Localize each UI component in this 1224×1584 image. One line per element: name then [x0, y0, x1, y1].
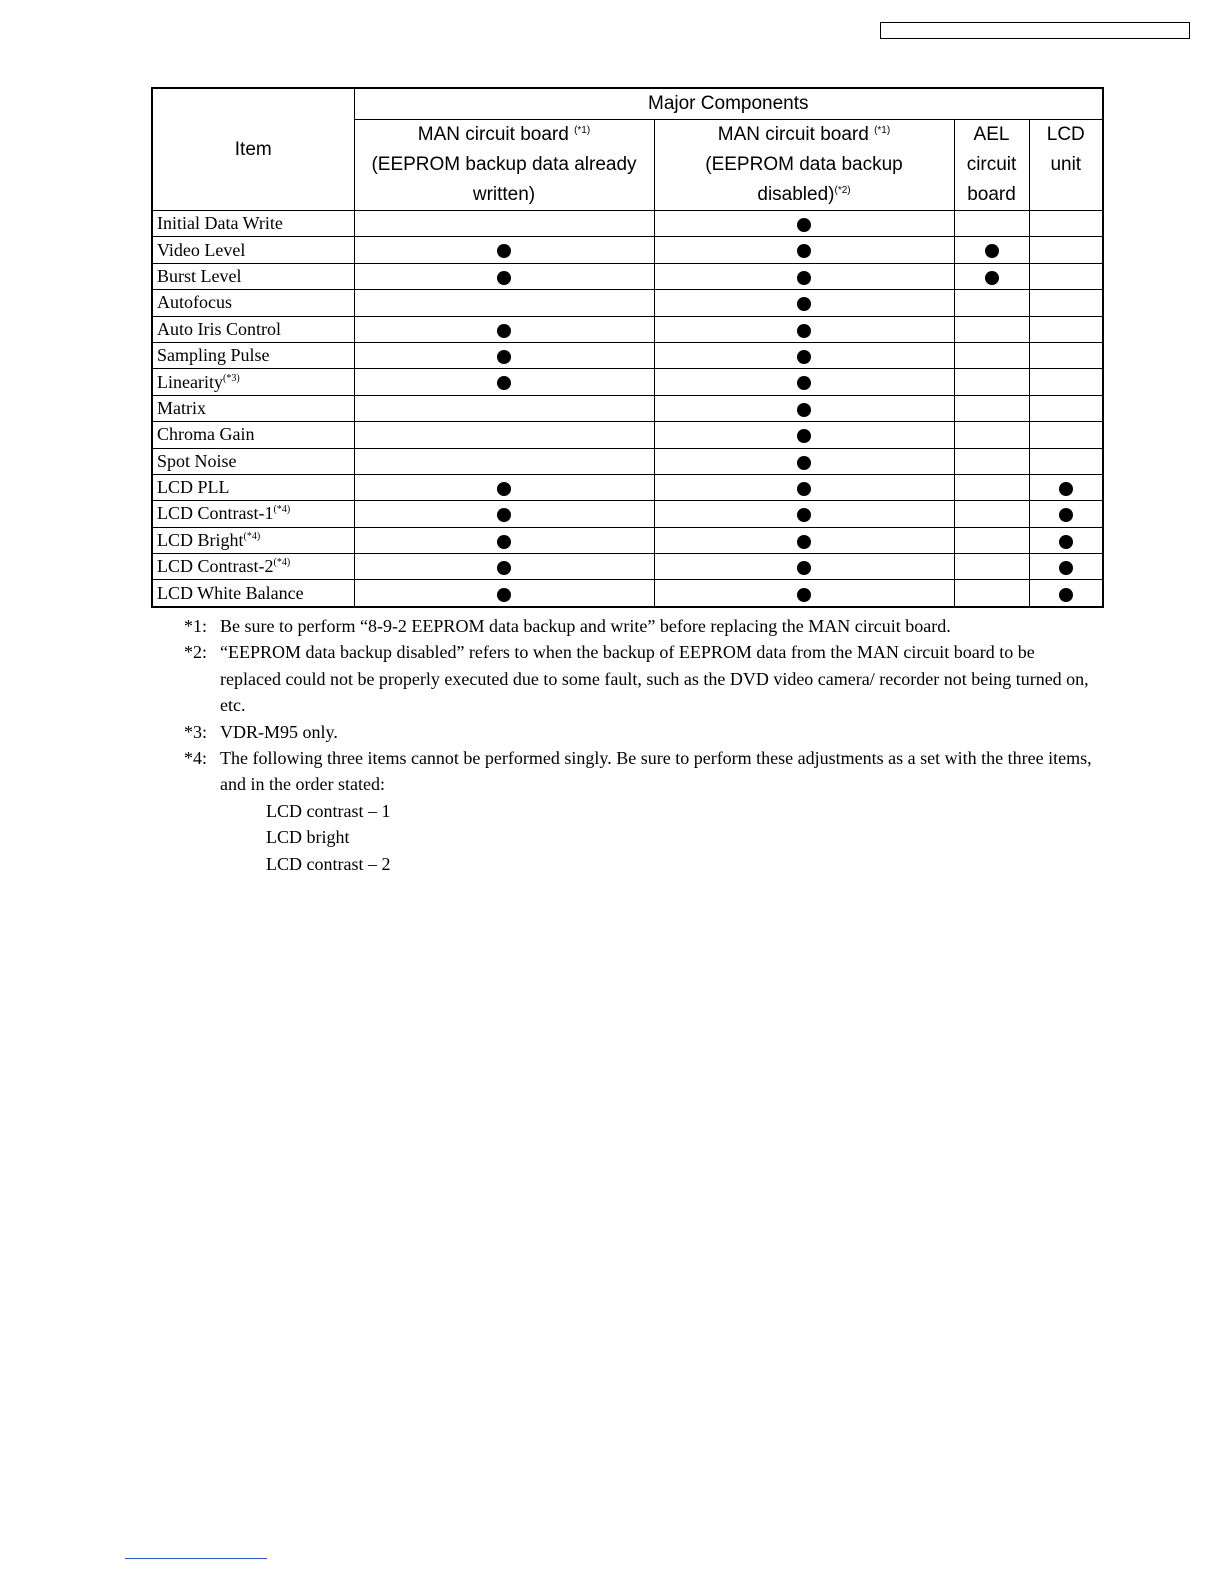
ael-cell	[954, 316, 1029, 342]
required-dot-icon	[797, 482, 811, 496]
lcd-cell	[1029, 316, 1103, 342]
ael-cell	[954, 342, 1029, 368]
item-name-cell: Linearity$^{(*3)}$	[152, 369, 354, 395]
man-disabled-cell	[654, 527, 954, 553]
table-row	[152, 237, 1103, 263]
man-written-cell	[354, 422, 654, 448]
item-name-cell: Sampling Pulse	[152, 342, 354, 368]
item-name-cell: Auto Iris Control	[152, 316, 354, 342]
required-dot-icon	[497, 508, 511, 522]
man-disabled-cell	[654, 237, 954, 263]
man-written-cell	[354, 448, 654, 474]
ael-cell	[954, 527, 1029, 553]
man-disabled-cell	[654, 211, 954, 237]
ael-cell	[954, 237, 1029, 263]
footnote-4: *4: The following three items cannot be performed singly. Be sure to perform these adjustments as a set with the three items, and in the order stated: LCD contrast – 1 LCD bright LCD contrast – 2	[184, 745, 1094, 877]
item-name-cell: LCD Bright$^{(*4)}$	[152, 527, 354, 553]
man-written-cell	[354, 554, 654, 580]
man-disabled-cell	[654, 395, 954, 421]
man-written-cell	[354, 501, 654, 527]
major-components-header: Major Components	[354, 88, 1103, 120]
table-row	[152, 395, 1103, 421]
required-dot-icon	[797, 324, 811, 338]
table-row	[152, 580, 1103, 607]
required-dot-icon	[797, 456, 811, 470]
ael-cell	[954, 448, 1029, 474]
required-dot-icon	[797, 376, 811, 390]
required-dot-icon	[497, 561, 511, 575]
item-name-cell: Initial Data Write	[152, 211, 354, 237]
lcd-cell	[1029, 342, 1103, 368]
table-row	[152, 342, 1103, 368]
man-disabled-cell	[654, 316, 954, 342]
man-disabled-cell	[654, 501, 954, 527]
lcd-column-header: LCD unit	[1029, 120, 1103, 211]
required-dot-icon	[497, 535, 511, 549]
lcd-cell	[1029, 527, 1103, 553]
lcd-cell	[1029, 263, 1103, 289]
table-row	[152, 211, 1103, 237]
required-dot-icon	[797, 429, 811, 443]
item-name-cell: LCD Contrast-$2^{(*4)}$	[152, 554, 354, 580]
lcd-cell	[1029, 474, 1103, 500]
required-dot-icon	[797, 535, 811, 549]
table-row	[152, 474, 1103, 500]
required-dot-icon	[797, 218, 811, 232]
table-row	[152, 501, 1103, 527]
table-row	[152, 290, 1103, 316]
lcd-cell	[1029, 422, 1103, 448]
table-row	[152, 422, 1103, 448]
ael-cell	[954, 263, 1029, 289]
man-disabled-column-header: MAN circuit board $^{(*1)}$ (EEPROM data backup disabled)$^{(*2)}$	[654, 120, 954, 211]
man-disabled-cell	[654, 448, 954, 474]
sequence-step: LCD bright	[266, 827, 350, 848]
man-disabled-cell	[654, 474, 954, 500]
table-row	[152, 316, 1103, 342]
required-dot-icon	[797, 508, 811, 522]
required-dot-icon	[797, 297, 811, 311]
item-name-cell: Matrix	[152, 395, 354, 421]
sequence-step: LCD contrast – 1	[266, 800, 391, 821]
sequence-step: LCD contrast – 2	[266, 853, 391, 874]
man-disabled-cell	[654, 422, 954, 448]
item-name-cell: LCD White Balance	[152, 580, 354, 607]
item-name-cell: LCD Contrast-$1^{(*4)}$	[152, 501, 354, 527]
footnote-2: *2: “EEPROM data backup disabled” refers to when the backup of EEPROM data from the MAN circuit board to be replaced could not be properly executed due to some fault, such as the DVD video camera/ recorder not being turned on, etc.	[184, 642, 1089, 716]
item-name-cell: Burst Level	[152, 263, 354, 289]
required-dot-icon	[797, 350, 811, 364]
required-dot-icon	[1059, 588, 1073, 602]
required-dot-icon	[1059, 482, 1073, 496]
ael-column-header: AEL circuit board	[954, 120, 1029, 211]
required-dot-icon	[797, 244, 811, 258]
required-dot-icon	[497, 350, 511, 364]
man-written-cell	[354, 237, 654, 263]
lcd-adjustment-sequence	[220, 798, 1094, 877]
table-row	[152, 369, 1103, 395]
required-dot-icon	[1059, 535, 1073, 549]
man-written-cell	[354, 316, 654, 342]
man-written-cell	[354, 342, 654, 368]
required-dot-icon	[1059, 561, 1073, 575]
lcd-cell	[1029, 554, 1103, 580]
required-dot-icon	[497, 588, 511, 602]
required-dot-icon	[497, 482, 511, 496]
ael-cell	[954, 211, 1029, 237]
required-dot-icon	[797, 403, 811, 417]
lcd-cell	[1029, 211, 1103, 237]
table-row	[152, 527, 1103, 553]
man-disabled-cell	[654, 554, 954, 580]
required-dot-icon	[497, 324, 511, 338]
item-name-cell: Chroma Gain	[152, 422, 354, 448]
lcd-cell	[1029, 448, 1103, 474]
lcd-cell	[1029, 395, 1103, 421]
item-column-header: Item	[152, 88, 354, 211]
adjustment-table	[151, 87, 1104, 608]
man-disabled-cell	[654, 580, 954, 607]
lcd-cell	[1029, 290, 1103, 316]
ael-cell	[954, 290, 1029, 316]
footnote-1: *1: Be sure to perform “8-9-2 EEPROM data backup and write” before replacing the MAN circuit board.	[184, 616, 951, 636]
item-name-cell: Autofocus	[152, 290, 354, 316]
man-written-cell	[354, 527, 654, 553]
table-row	[152, 554, 1103, 580]
lcd-cell	[1029, 237, 1103, 263]
table-body	[152, 211, 1103, 607]
lcd-cell	[1029, 580, 1103, 607]
footnotes	[184, 613, 1094, 877]
man-written-cell	[354, 474, 654, 500]
footnote-3: *3: VDR-M95 only.	[184, 721, 338, 742]
ael-cell	[954, 369, 1029, 395]
required-dot-icon	[497, 244, 511, 258]
required-dot-icon	[797, 588, 811, 602]
man-written-cell	[354, 263, 654, 289]
required-dot-icon	[985, 244, 999, 258]
required-dot-icon	[497, 376, 511, 390]
required-dot-icon	[1059, 508, 1073, 522]
ael-cell	[954, 474, 1029, 500]
required-dot-icon	[497, 271, 511, 285]
ael-cell	[954, 422, 1029, 448]
man-disabled-cell	[654, 342, 954, 368]
man-written-column-header: MAN circuit board $^{(*1)}$ (EEPROM backup data already written)	[354, 120, 654, 211]
ael-cell	[954, 580, 1029, 607]
man-written-cell	[354, 395, 654, 421]
item-name-cell: LCD PLL	[152, 474, 354, 500]
man-disabled-cell	[654, 290, 954, 316]
lcd-cell	[1029, 501, 1103, 527]
item-name-cell: Video Level	[152, 237, 354, 263]
table-row	[152, 263, 1103, 289]
ael-cell	[954, 554, 1029, 580]
table-row	[152, 448, 1103, 474]
lcd-cell	[1029, 369, 1103, 395]
required-dot-icon	[797, 561, 811, 575]
required-dot-icon	[985, 271, 999, 285]
man-written-cell	[354, 211, 654, 237]
header-reference-box	[880, 22, 1190, 39]
item-name-cell: Spot Noise	[152, 448, 354, 474]
required-dot-icon	[797, 271, 811, 285]
man-disabled-cell	[654, 369, 954, 395]
footer-rule	[125, 1558, 267, 1559]
ael-cell	[954, 395, 1029, 421]
man-disabled-cell	[654, 263, 954, 289]
man-written-cell	[354, 290, 654, 316]
ael-cell	[954, 501, 1029, 527]
man-written-cell	[354, 580, 654, 607]
man-written-cell	[354, 369, 654, 395]
